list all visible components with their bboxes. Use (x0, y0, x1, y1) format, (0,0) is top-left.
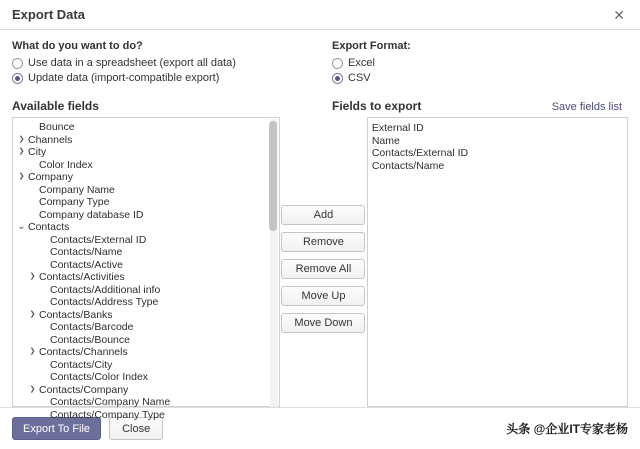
dialog-titlebar (0, 0, 640, 30)
save-fields-list-link[interactable]: Save fields list (551, 101, 622, 113)
tree-node[interactable] (13, 309, 279, 322)
radio-excel-indicator[interactable] (332, 58, 343, 69)
fields-to-export-heading-row (332, 99, 622, 113)
tree-node[interactable] (13, 246, 279, 259)
tree-node-label: Company (28, 171, 73, 184)
radio-excel[interactable] (332, 57, 622, 69)
tree-node[interactable] (13, 234, 279, 247)
radio-update-data-indicator[interactable] (12, 73, 23, 84)
tree-node[interactable] (13, 359, 279, 372)
tree-node-label: Contacts/Channels (39, 346, 128, 359)
tree-node[interactable] (13, 284, 279, 297)
tree-node[interactable] (13, 384, 279, 397)
available-fields-heading: Available fields (12, 99, 99, 113)
tree-node-label: Contacts/Company Type (50, 408, 165, 421)
radio-csv[interactable] (332, 72, 622, 84)
list-item[interactable]: Contacts/External ID (371, 147, 469, 159)
available-fields-panel[interactable] (12, 117, 280, 421)
list-item[interactable]: Contacts/Name (371, 159, 445, 172)
tree-node[interactable] (13, 296, 279, 309)
dialog-body (0, 30, 640, 421)
available-fields-scrollbar[interactable] (270, 119, 278, 407)
tree-node-label: Channels (28, 133, 73, 146)
chevron-right-icon[interactable]: ❯ (18, 173, 25, 181)
tree-node[interactable] (13, 259, 279, 272)
fields-to-export-heading: Fields to export (332, 99, 422, 113)
radio-csv-indicator[interactable] (332, 73, 343, 84)
add-button[interactable]: Add (281, 205, 365, 225)
watermark-text: 头条 @企业IT专家老杨 (506, 422, 628, 436)
tree-node[interactable] (13, 146, 279, 159)
move-down-button[interactable]: Move Down (281, 313, 365, 333)
tree-node-label: Contacts/Banks (39, 308, 113, 321)
tree-node-label: Contacts/Company Name (50, 396, 171, 409)
tree-node[interactable] (13, 121, 279, 134)
options-row (12, 40, 628, 87)
chevron-right-icon[interactable]: ❯ (29, 273, 36, 281)
chevron-right-icon[interactable]: ❯ (29, 310, 36, 318)
tree-node-label: Company Type (39, 196, 110, 209)
tree-node-label: Contacts (28, 221, 70, 234)
chevron-right-icon[interactable]: ❯ (29, 385, 36, 393)
chevron-right-icon[interactable]: ❯ (18, 135, 25, 143)
lists-header (12, 99, 628, 113)
tree-node[interactable] (13, 271, 279, 284)
close-button[interactable]: Close (109, 417, 163, 440)
list-item[interactable]: External ID (371, 122, 424, 134)
radio-excel-label: Excel (348, 57, 375, 69)
tree-node[interactable] (13, 221, 279, 234)
transfer-buttons (280, 117, 367, 407)
tree-node[interactable] (13, 134, 279, 147)
fields-to-export-list[interactable] (368, 118, 627, 172)
watermark (506, 420, 628, 437)
tree-node-label: Contacts/Color Index (50, 371, 149, 384)
tree-node[interactable] (13, 184, 279, 197)
tree-node-label: Color Index (39, 158, 93, 171)
export-to-file-button[interactable]: Export To File (12, 417, 101, 440)
tree-node-label: Contacts/Address Type (50, 296, 159, 309)
tree-node-label: Contacts/Barcode (50, 321, 134, 334)
tree-node[interactable] (13, 396, 279, 409)
tree-node[interactable] (13, 334, 279, 347)
radio-csv-label: CSV (348, 72, 371, 84)
move-up-button[interactable]: Move Up (281, 286, 365, 306)
tree-node-label: Company database ID (39, 208, 144, 221)
chevron-down-icon[interactable]: ⌄ (17, 221, 26, 233)
radio-spreadsheet-indicator[interactable] (12, 58, 23, 69)
radio-spreadsheet[interactable] (12, 57, 332, 69)
tree-node[interactable] (13, 321, 279, 334)
tree-node-label: Contacts/Bounce (50, 333, 130, 346)
page-title: Export Data (12, 7, 85, 22)
close-icon[interactable]: ✕ (613, 6, 625, 23)
available-fields-scroll-thumb[interactable] (269, 121, 277, 231)
radio-update-data[interactable] (12, 72, 332, 84)
tree-node-label: Contacts/Company (39, 383, 129, 396)
tree-node-label: Contacts/Activities (39, 271, 125, 284)
radio-update-data-label: Update data (import-compatible export) (28, 72, 220, 84)
tree-node-label: Contacts/City (50, 358, 113, 371)
radio-spreadsheet-label: Use data in a spreadsheet (export all data) (28, 57, 236, 69)
remove-all-button[interactable]: Remove All (281, 259, 365, 279)
fields-to-export-panel[interactable] (367, 117, 628, 407)
tree-node-label: Contacts/Active (50, 258, 123, 271)
tree-node-label: Contacts/External ID (50, 233, 147, 246)
export-format-label: Export Format: (332, 40, 411, 52)
available-fields-tree[interactable] (13, 118, 279, 421)
tree-node[interactable] (13, 171, 279, 184)
tree-node[interactable] (13, 209, 279, 222)
tree-node[interactable] (13, 371, 279, 384)
tree-node[interactable] (13, 346, 279, 359)
chevron-right-icon[interactable]: ❯ (18, 148, 25, 156)
tree-node[interactable] (13, 196, 279, 209)
remove-button[interactable]: Remove (281, 232, 365, 252)
tree-node-label: Company Name (39, 183, 115, 196)
export-format-group (332, 40, 622, 87)
tree-node-label: City (28, 146, 47, 159)
lists-area (12, 117, 628, 421)
list-item[interactable]: Name (371, 134, 400, 147)
tree-node[interactable] (13, 159, 279, 172)
chevron-right-icon[interactable]: ❯ (29, 348, 36, 356)
tree-node[interactable] (13, 409, 279, 422)
tree-node-label: Bounce (39, 121, 75, 134)
tree-node-label: Contacts/Additional info (50, 283, 161, 296)
tree-node-label: Contacts/Name (50, 246, 123, 259)
what-to-do-group (12, 40, 332, 87)
what-to-do-label: What do you want to do? (12, 40, 143, 52)
